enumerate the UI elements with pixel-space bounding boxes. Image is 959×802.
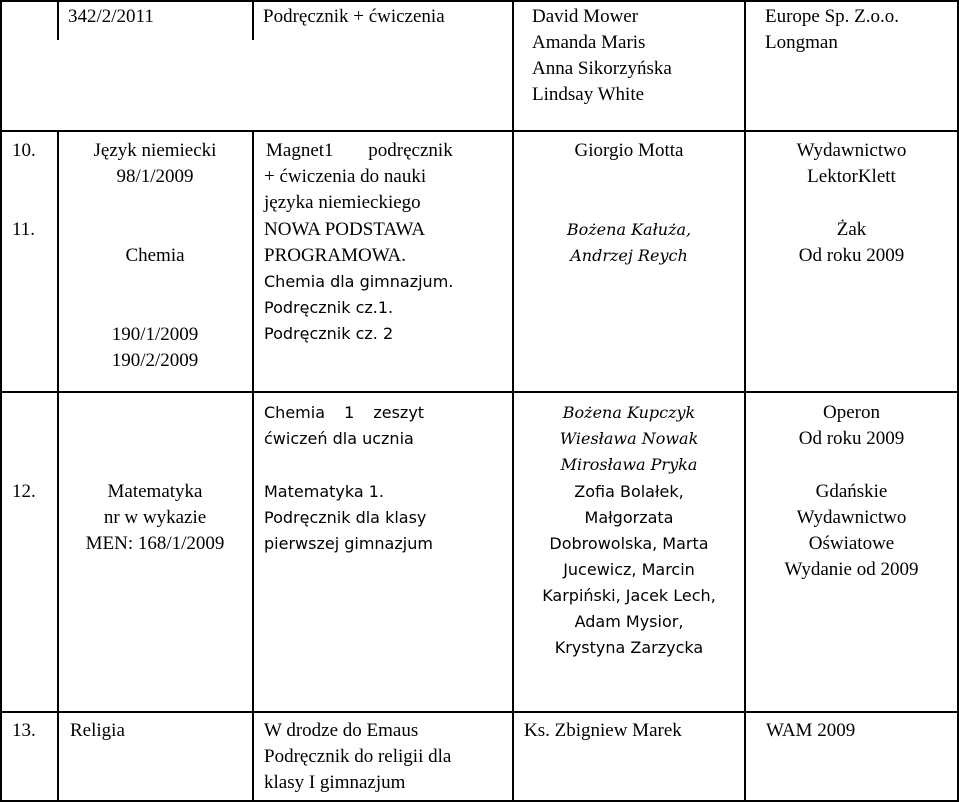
title-line: Podręcznik cz.1. [264,298,394,317]
book-title [264,400,424,452]
publisher-line: Żak [836,219,867,240]
subject-approval-number: 190/1/2009 [111,324,199,345]
title-line: Podręcznik do religii dla [264,746,452,767]
publisher-line: Wydawnictwo [796,140,907,161]
row-divider [0,711,959,713]
subject-approval-number: MEN: 168/1/2009 [85,533,225,554]
publisher-line: Wydanie od 2009 [784,559,919,580]
publisher-line: Od roku 2009 [798,245,905,266]
column-divider [57,0,59,40]
title-line: Chemia 1 zeszyt [264,403,425,422]
title-line: + ćwiczenia do nauki [264,166,427,187]
subject-name: Religia [70,720,125,741]
approval-number: 342/2/2011 [68,6,154,27]
title-line: Chemia dla gimnazjum. [264,272,454,291]
author-name: Amanda Maris [532,32,646,53]
publisher-line: Europe Sp. Z.o.o. [765,6,900,27]
author-name: Karpiński, Jacek Lech, [542,586,716,605]
author-name: Bożena Kupczyk [562,403,696,422]
author-name: Mirosława Pryka [560,455,698,474]
column-divider [252,0,254,40]
publisher-line: LektorKlett [807,166,896,187]
subject-note: nr w wykazie [103,507,207,528]
publisher-line: Oświatowe [808,533,895,554]
author-name: Wiesława Nowak [559,429,699,448]
title-line: PROGRAMOWA. [264,245,406,266]
author-name: Lindsay White [532,84,645,105]
subject-name: Matematyka [107,481,203,502]
title-line: W drodze do Emaus [264,720,419,741]
author-name: Dobrowolska, Marta [549,534,709,553]
title-line: Matematyka 1. [264,482,384,501]
title-line: ćwiczeń dla ucznia [264,429,414,448]
title-line: języka niemieckiego [264,192,421,213]
author-name: Krystyna Zarzycka [554,638,704,657]
author-name: Andrzej Reych [570,246,688,265]
title-line: Magnet1 podręcznik [266,140,453,161]
author-name: Adam Mysior, [574,612,684,631]
author-name: Anna Sikorzyńska [532,58,672,79]
author-name: Ks. Zbigniew Marek [524,720,682,741]
table-border-top [0,0,959,2]
row-divider [0,391,959,393]
book-publisher [765,4,899,56]
publisher-line: Gdańskie [815,481,888,502]
book-authors [514,400,744,478]
row-number: 12. [12,481,36,502]
author-name: David Mower [532,6,639,27]
subject-name: Chemia [125,245,185,266]
title-line: Podręcznik dla klasy [264,508,427,527]
book-title: Podręcznik + ćwiczenia [263,6,445,27]
book-title [264,479,433,557]
publisher-line: Wydawnictwo [796,507,907,528]
subject-approval-number: 98/1/2009 [116,166,194,187]
book-authors [514,479,744,661]
book-title [264,718,451,796]
title-line: NOWA PODSTAWA [264,219,426,240]
author-name: Giorgio Motta [574,140,684,161]
author-name: Małgorzata [584,508,674,527]
subject-approval-number: 190/2/2009 [111,350,199,371]
row-number: 11. [12,219,36,240]
title-line: pierwszej gimnazjum [264,534,433,553]
column-divider [57,130,59,802]
row-divider [0,130,959,132]
title-line: Podręcznik cz. 2 [264,324,394,343]
author-name: Bożena Kałuża, [566,220,692,239]
author-name: Zofia Bolałek, [574,482,684,501]
publisher-line: WAM 2009 [766,720,856,741]
row-number: 10. [12,140,36,161]
publisher-line: Operon [823,402,880,423]
row-number: 13. [12,720,36,741]
column-divider [252,130,254,802]
subject-name: Język niemiecki [93,140,217,161]
table-border-left [0,0,2,802]
book-title [264,217,453,347]
book-title [264,138,453,216]
book-authors [532,4,672,108]
publisher-line: Od roku 2009 [798,428,905,449]
author-name: Jucewicz, Marcin [563,560,695,579]
publisher-line: Longman [765,32,838,53]
title-line: klasy I gimnazjum [264,772,406,793]
